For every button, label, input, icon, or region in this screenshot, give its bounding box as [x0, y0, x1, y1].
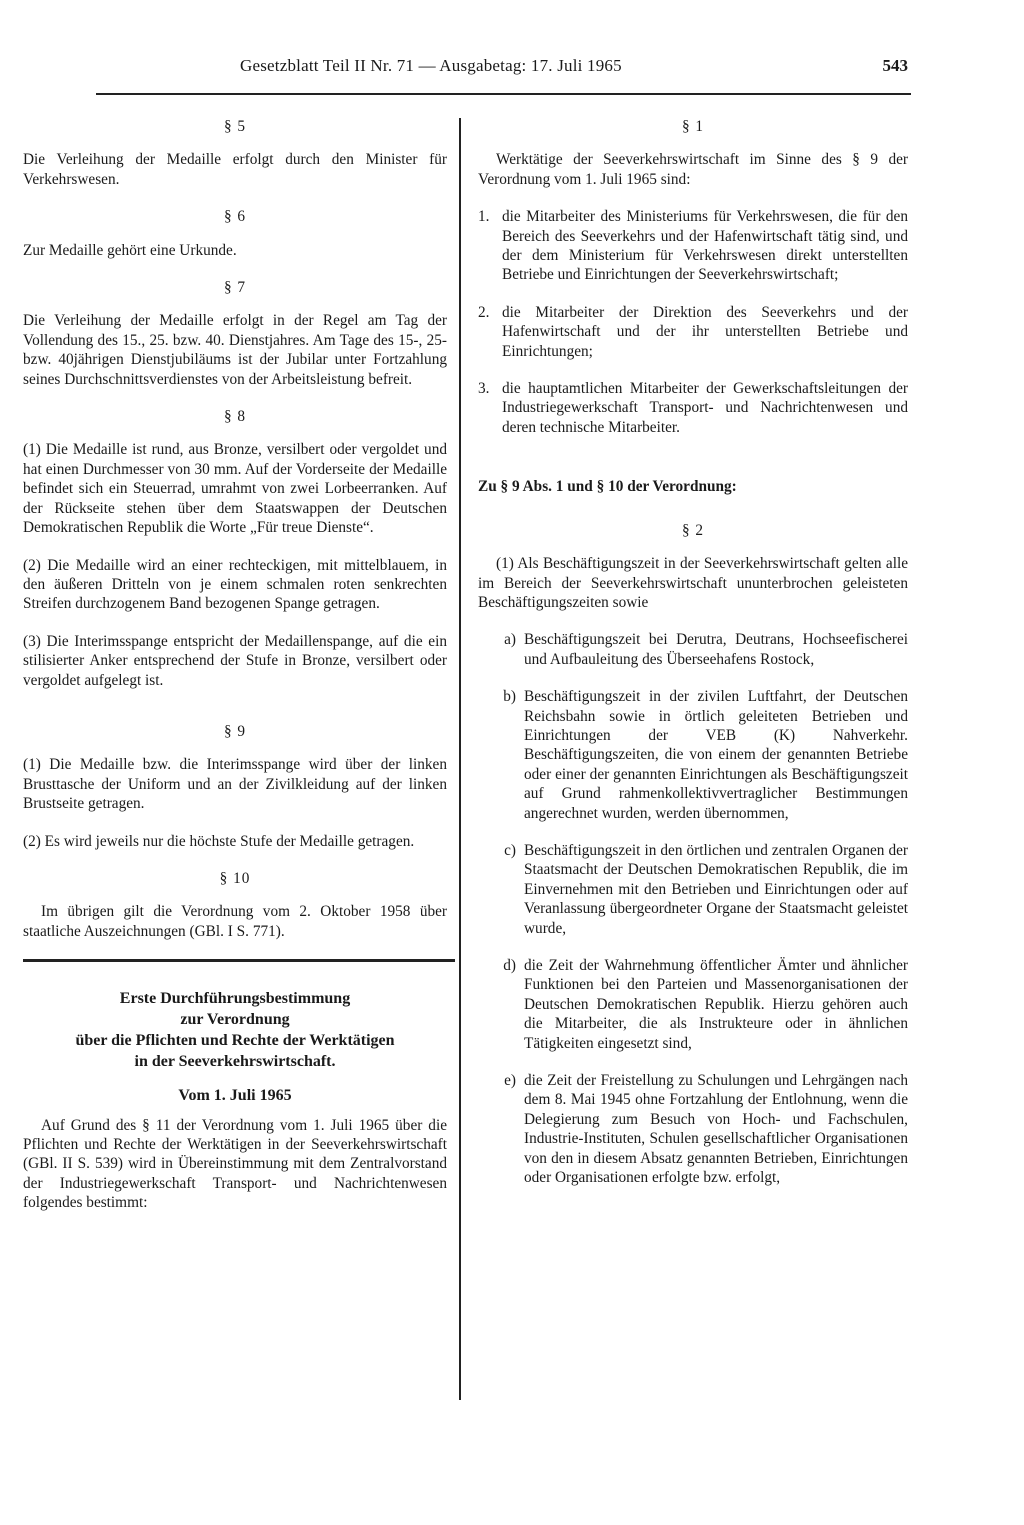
list-item — [478, 303, 908, 361]
page-header — [100, 56, 908, 78]
paragraph: (1) Die Medaille bzw. die Interimsspange wird über der linken Brusttasche der Uniform und an der Zivilkleidung auf der linken Brustseite getragen. — [23, 756, 447, 813]
list-item-text: Beschäftigungszeit bei Derutra, Deutrans, Hochseefischerei und Aufbauleitung des Überseehafens Rostock, — [524, 631, 908, 668]
section-heading: § 1 — [681, 118, 705, 135]
gazette-title: Gesetzblatt Teil II Nr. 71 — Ausgabetag: 17. Juli 1965 — [240, 56, 622, 75]
list-item — [478, 687, 908, 823]
list-item-text: die Zeit der Wahrnehmung öffentlicher Ämter und ähnlicher Funktionen bei den Parteien und Massenorganisationen der Deutschen Demokratischen Republik. Hierzu gehören auch die Mitarbeiter, die als Instrukteure oder in ähnlichen Tätigkeiten eingesetzt sind, — [524, 957, 908, 1052]
right-column — [478, 117, 908, 1205]
left-column — [23, 117, 447, 1231]
paragraph: Die Verleihung der Medaille erfolgt durch den Minister für Verkehrswesen. — [23, 151, 447, 188]
paragraph: (2) Die Medaille wird an einer rechteckigen, mit mittelblauem, in den äußeren Dritteln von je einem schmalen roten senkrechten Streifen durchzogenem Band bezogenen Spange getragen. — [23, 556, 447, 613]
list-item-text: die Zeit der Freistellung zu Schulungen und Lehrgängen nach dem 8. Mai 1945 ohne Fortzahlung der Entlohnung, wenn die Delegierung zum Besuch von Hoch- und Fachschulen, Industrie-Instituten, Schulen gesellschaftlicher Organisationen von den in diesem Absatz genannten Betrieben, Einrichtungen oder Organisationen erfolgte bzw. erfolgt, — [524, 1072, 908, 1187]
paragraph: (3) Die Interimsspange entspricht der Medaillenspange, auf die ein stilisierter Anker entsprechend der Stufe in Bronze, versilbert oder vergoldet aufgelegt ist. — [23, 632, 447, 689]
paragraph: Zur Medaille gehört eine Urkunde. — [23, 241, 237, 259]
section-heading: § 5 — [223, 118, 247, 135]
list-item-text: die Mitarbeiter der Direktion des Seeverkehrs und der Hafenwirtschaft und der ihr unterstellten Betriebe und Einrichtungen; — [502, 303, 908, 360]
decree-title — [23, 988, 447, 1072]
decree-title-line: Erste Durchführungsbestimmung — [119, 990, 351, 1008]
list-item — [478, 956, 908, 1053]
section-divider — [23, 959, 455, 962]
section-heading: § 10 — [219, 869, 251, 887]
paragraph: (2) Es wird jeweils nur die höchste Stufe der Medaille getragen. — [23, 832, 415, 850]
list-item-text: Beschäftigungszeit in der zivilen Luftfahrt, der Deutschen Reichsbahn sowie in örtlich geleiteten Betrieben und Einrichtungen der VEB (K) Nahverkehr. Beschäftigungszeiten, die von einem der genannten Betriebe oder einer der genannten Einrichtungen als Beschäftigungszeit auf Grund rahmenkollektivvertraglicher Bestimmungen angerechnet wurden, werden übernommen, — [524, 688, 908, 822]
list-item-letter: e) — [504, 1072, 516, 1090]
section-heading: § 8 — [223, 408, 247, 426]
column-divider — [459, 118, 461, 1400]
section-heading: § 2 — [681, 521, 705, 539]
decree-title-line: in der Seeverkehrswirtschaft. — [134, 1053, 336, 1071]
paragraph: Im übrigen gilt die Verordnung vom 2. Oktober 1958 über staatliche Auszeichnungen (GBl. I S. 771). — [23, 903, 447, 940]
list-item-letter: c) — [504, 841, 516, 859]
list-item-number: 1. — [478, 208, 490, 226]
section-heading: § 9 — [223, 722, 247, 740]
section-heading: § 7 — [223, 279, 247, 297]
list-item-text: Beschäftigungszeit in den örtlichen und zentralen Organen der Staatsmacht der Deutschen Demokratischen Republik, die im Einvernehmen mit den Betrieben und Einrichtungen oder auf Veranlassung übergeordneter Organe der Staatsmacht geleistet wurde, — [524, 841, 908, 937]
list-item — [478, 630, 908, 669]
paragraph: Werktätige der Seeverkehrswirtschaft im Sinne des § 9 der Verordnung vom 1. Juli 1965 sind: — [478, 151, 908, 188]
paragraph: (1) Die Medaille ist rund, aus Bronze, versilbert oder vergoldet und hat einen Durchmesser von 30 mm. Auf der Vorderseite der Medaille befindet sich ein Steuerrad, umrahmt von zwei Lorbeerranken. Auf der Rückseite stehen über dem Staatswappen der Deutschen Demokratischen Republik die Worte „Für treue Dienste“. — [23, 441, 447, 537]
page-number: 543 — [882, 56, 908, 75]
list-item-text: die Mitarbeiter des Ministeriums für Verkehrswesen, die für den Bereich des Seeverkehrs und der Hafenwirtschaft tätig sind, und der dem Ministerium für Verkehrswesen direkt unterstellten Betriebe und Einrichtungen der Seeverkehrswirtschaft; — [502, 208, 908, 284]
subsection-heading: Zu § 9 Abs. 1 und § 10 der Verordnung: — [478, 478, 737, 496]
list-item — [478, 841, 908, 938]
list-item-letter: d) — [503, 957, 516, 974]
list-item-number: 2. — [478, 303, 490, 321]
decree-title-line: über die Pflichten und Rechte der Werktätigen — [75, 1032, 395, 1050]
paragraph: Auf Grund des § 11 der Verordnung vom 1. Juli 1965 über die Pflichten und Rechte der Werktätigen in der Seeverkehrswirtschaft (GBl. II S. 539) wird in Übereinstimmung mit dem Zentralvorstand der Industriegewerkschaft Transport- und Nachrichtenwesen folgendes bestimmt: — [23, 1116, 447, 1212]
list-item-letter: b) — [503, 688, 516, 706]
list-item-letter: a) — [504, 631, 516, 649]
section-heading: § 6 — [223, 208, 247, 226]
paragraph: (1) Als Beschäftigungszeit in der Seeverkehrswirtschaft gelten alle im Bereich der Seeverkehrswirtschaft ununterbrochen geleisteten Beschäftigungszeiten sowie — [478, 555, 908, 611]
list-item-number: 3. — [478, 380, 490, 398]
list-item — [478, 379, 908, 437]
paragraph: Die Verleihung der Medaille erfolgt in der Regel am Tag der Vollendung des 15., 25. bzw. 40. Dienstjahres. Am Tage des 15-, 25- bzw. 40jährigen Dienstjubiläums ist der Jubilar unter Fortzahlung seines Durchschnittsverdienstes von der Arbeitsleistung befreit. — [23, 312, 447, 388]
list-item-text: die hauptamtlichen Mitarbeiter der Gewerkschaftsleitungen der Industriegewerkschaft Transport- und Nachrichtenwesen und deren technische Mitarbeiter. — [502, 380, 908, 436]
list-item — [478, 1071, 908, 1187]
list-item — [478, 207, 908, 285]
header-divider — [96, 93, 911, 95]
decree-date: Vom 1. Juli 1965 — [178, 1087, 292, 1105]
decree-title-line: zur Verordnung — [180, 1011, 290, 1029]
